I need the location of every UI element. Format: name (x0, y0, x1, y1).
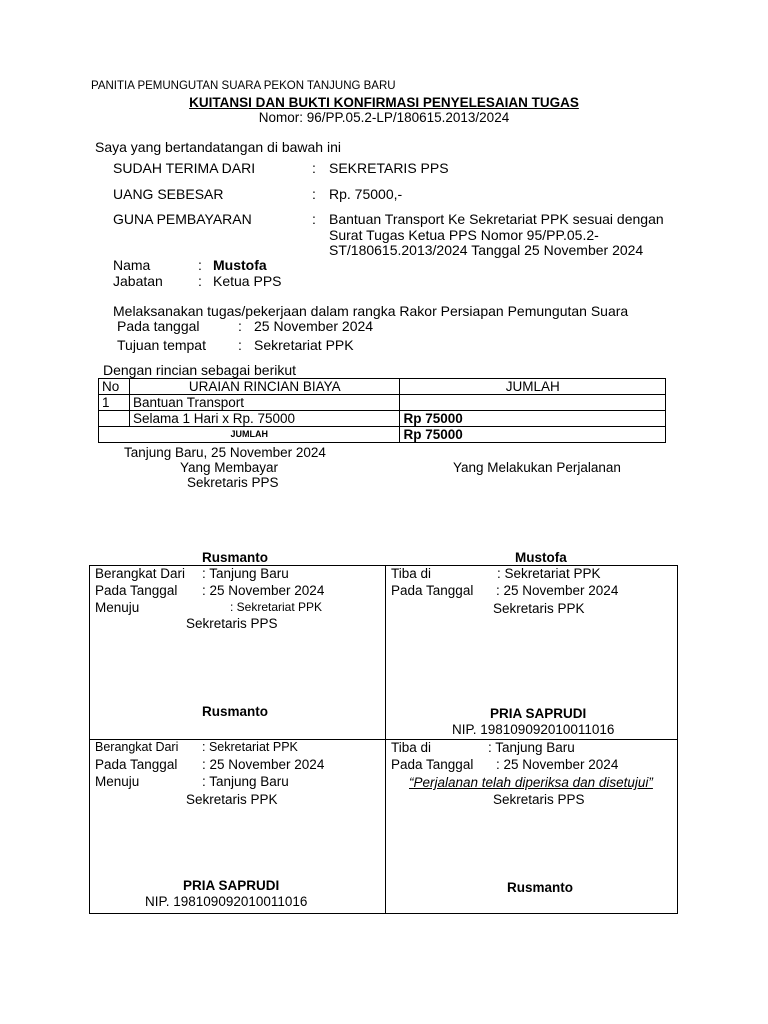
amount-value: Rp. 75000,- (329, 186, 403, 202)
colon: : (312, 211, 316, 227)
q2-date-label: Pada Tanggal (391, 583, 474, 598)
document-number: Nomor: 96/PP.05.2-LP/180615.2013/2024 (258, 110, 510, 125)
q3-role: Sekretaris PPK (186, 792, 278, 807)
q3-depart-label: Berangkat Dari (95, 740, 179, 754)
committee-name: PANITIA PEMUNGUTAN SUARA PEKON TANJUNG BARU (91, 80, 396, 92)
q1-date-label: Pada Tanggal (95, 583, 178, 598)
total-amount: Rp 75000 (400, 427, 666, 443)
q1-name: Rusmanto (202, 704, 269, 719)
header-amount: JUMLAH (400, 379, 666, 395)
q4-date-label: Pada Tanggal (391, 757, 474, 772)
document-title: KUITANSI DAN BUKTI KONFIRMASI PENYELESAIAN TUGAS (189, 95, 579, 110)
received-from-label: SUDAH TERIMA DARI (113, 160, 256, 176)
purpose-line-1: Bantuan Transport Ke Sekretariat PPK sesuai dengan (329, 211, 664, 227)
q3-date-label: Pada Tanggal (95, 757, 178, 772)
q2-date-value: : 25 November 2024 (496, 583, 619, 598)
q4-arrive-value: : Tanjung Baru (488, 740, 575, 755)
q3-date-value: : 25 November 2024 (202, 757, 325, 772)
receipt-intro: Saya yang bertandatangan di bawah ini (95, 139, 341, 155)
row-amount: Rp 75000 (400, 411, 666, 427)
q2-name: PRIA SAPRUDI (490, 706, 587, 721)
task-destination-value: Sekretariat PPK (254, 337, 354, 353)
q1-to-label: Menuju (95, 600, 140, 615)
colon: : (312, 186, 316, 202)
received-from-value: SEKRETARIS PPS (329, 160, 449, 176)
purpose-line-3: ST/180615.2013/2024 Tanggal 25 November 2024 (329, 242, 644, 258)
q1-date-value: : 25 November 2024 (202, 583, 325, 598)
q3-name: PRIA SAPRUDI (183, 878, 280, 893)
place-date: Tanjung Baru, 25 November 2024 (124, 445, 326, 460)
q2-role: Sekretaris PPK (493, 601, 585, 616)
q4-role: Sekretaris PPS (493, 792, 585, 807)
payer-label: Yang Membayar (180, 460, 279, 475)
q4-name: Rusmanto (507, 880, 574, 895)
q2-arrive-label: Tiba di (391, 566, 432, 581)
q2-arrive-value: : Sekretariat PPK (497, 566, 601, 581)
payer-role: Sekretaris PPS (187, 475, 279, 490)
purpose-line-2: Surat Tugas Ketua PPS Nomor 95/PP.05.2- (329, 227, 599, 243)
q4-arrive-label: Tiba di (391, 740, 432, 755)
row-item: Bantuan Transport (129, 395, 400, 411)
q3-to-value: : Tanjung Baru (202, 774, 289, 789)
table-row (99, 411, 666, 427)
q1-role: Sekretaris PPS (186, 616, 278, 631)
task-date-value: 25 November 2024 (254, 318, 374, 334)
purpose-label: GUNA PEMBAYARAN (113, 211, 252, 227)
header-no: No (99, 379, 130, 395)
table-header-row (99, 379, 666, 395)
table-total-row (99, 427, 666, 443)
details-intro: Dengan rincian sebagai berikut (103, 362, 297, 378)
position-value: Ketua PPS (213, 273, 282, 289)
q1-to-value: : Sekretariat PPK (230, 600, 323, 614)
header-description: URAIAN RINCIAN BIAYA (129, 379, 400, 395)
traveler-name: Mustofa (515, 550, 567, 565)
payer-name: Rusmanto (202, 550, 269, 565)
colon: : (198, 273, 202, 289)
colon: : (238, 337, 242, 353)
task-description: Melaksanakan tugas/pekerjaan dalam rangka Rakor Persiapan Pemungutan Suara (113, 303, 629, 319)
row-empty (400, 395, 666, 411)
total-label: JUMLAH (99, 427, 400, 443)
q1-depart-label: Berangkat Dari (95, 566, 186, 581)
table-row (99, 395, 666, 411)
amount-label: UANG SEBESAR (113, 186, 224, 202)
colon: : (198, 257, 202, 273)
name-value: Mustofa (213, 257, 267, 273)
q4-approval-note: “Perjalanan telah diperiksa dan disetujui” (409, 775, 653, 790)
q2-nip: NIP. 198109092010011016 (452, 722, 615, 737)
q3-nip: NIP. 198109092010011016 (145, 894, 308, 909)
position-label: Jabatan (113, 273, 163, 289)
cost-details-table (98, 378, 666, 443)
q3-depart-value: : Sekretariat PPK (202, 740, 298, 754)
row-number: 1 (99, 395, 130, 411)
q1-depart-value: : Tanjung Baru (202, 566, 289, 581)
row-subitem: Selama 1 Hari x Rp. 75000 (129, 411, 400, 427)
row-empty (99, 411, 130, 427)
q3-to-label: Menuju (95, 774, 140, 789)
colon: : (238, 318, 242, 334)
colon: : (312, 160, 316, 176)
traveler-label: Yang Melakukan Perjalanan (453, 460, 621, 475)
name-label: Nama (113, 257, 151, 273)
task-destination-label: Tujuan tempat (117, 337, 206, 353)
q4-date-value: : 25 November 2024 (496, 757, 619, 772)
task-date-label: Pada tanggal (117, 318, 200, 334)
